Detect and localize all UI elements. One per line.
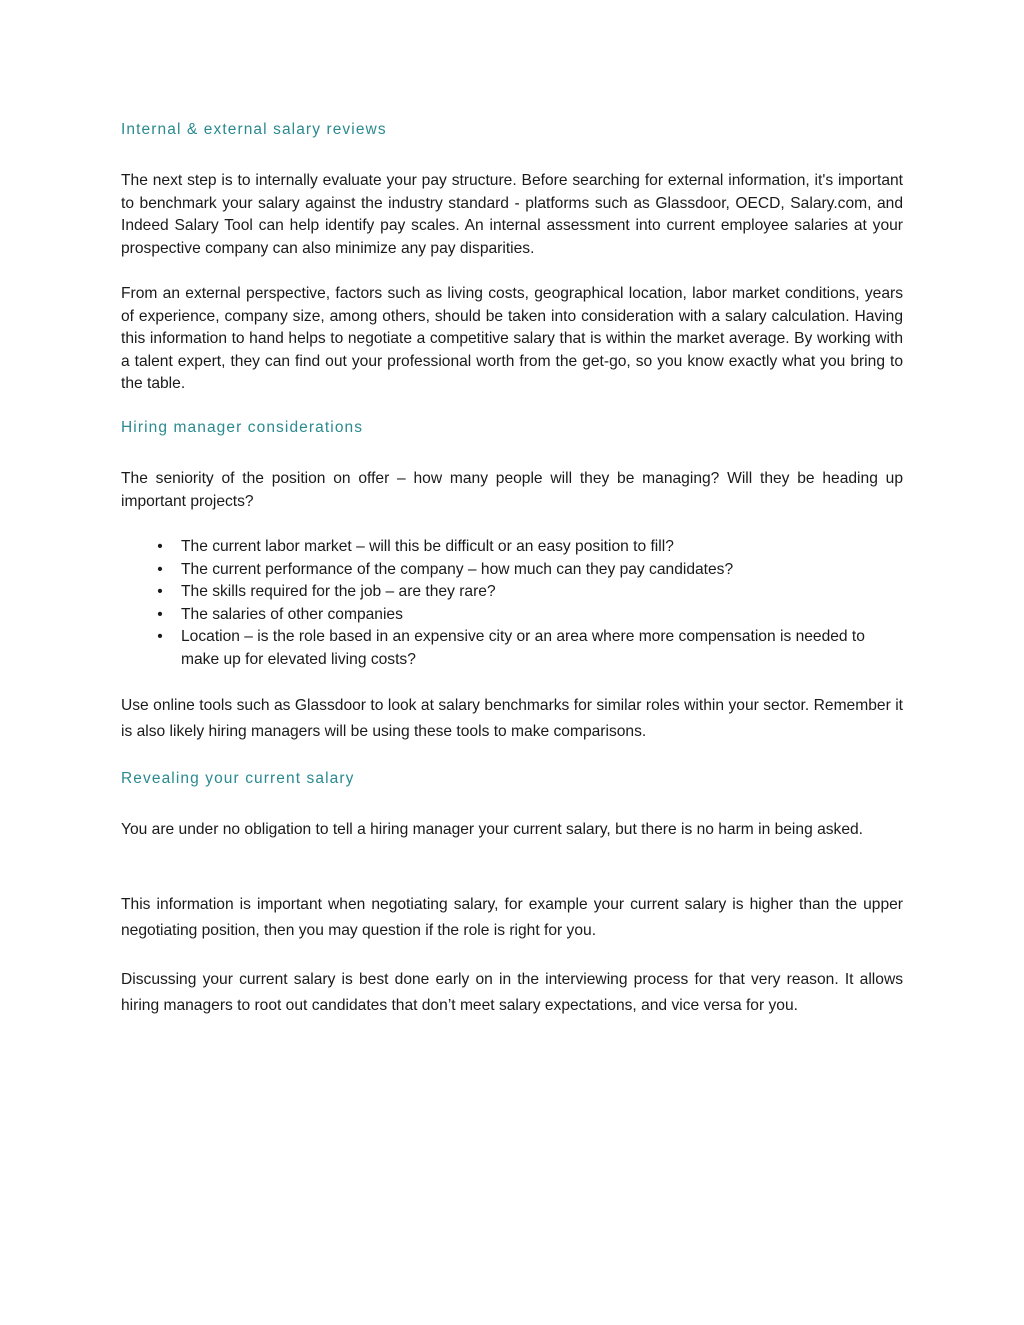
section-heading-current-salary: Revealing your current salary (121, 770, 355, 787)
section-heading-salary-reviews: Internal & external salary reviews (121, 121, 387, 138)
paragraph-seniority: The seniority of the position on offer – how many people will they be managing? Will they be heading up important projects? (121, 470, 903, 510)
list-item-text: The current labor market – will this be difficult or an easy position to fill? (181, 538, 674, 555)
paragraph-no-obligation: You are under no obligation to tell a hiring manager your current salary, but there is no harm in being asked. (121, 821, 864, 838)
list-item (121, 559, 903, 582)
list-item-text: The current performance of the company – how much can they pay candidates? (181, 560, 734, 578)
paragraph-discussing-salary: Discussing your current salary is best done early on in the interviewing process for that very reason. It allows hiring managers to root out candidates that don’t meet salary expectations, and vice versa for you. (121, 971, 903, 1014)
bullet-icon: • (157, 605, 163, 623)
bullet-icon: • (157, 538, 163, 555)
considerations-list (121, 536, 903, 671)
list-item (121, 604, 903, 627)
paragraph-internal-evaluation: The next step is to internally evaluate your pay structure. Before searching for external information, it's important to benchmark your salary against the industry standard - platforms such as Glassdoor, OECD, Salary.com, and Indeed Salary Tool can help identify pay scales. An internal assessment into current employee salaries at your prospective company can also minimize any pay disparities. (121, 172, 903, 257)
paragraph-external-perspective: From an external perspective, factors such as living costs, geographical location, labor market conditions, years of experience, company size, among others, should be taken into consideration with a salary calculation. Having this information to hand helps to negotiate a competitive salary that is within the market average. By working with a talent expert, they can find out your professional worth from the get-go, so you know exactly what you bring to the table. (121, 285, 903, 392)
list-item-text: The skills required for the job – are they rare? (181, 583, 496, 600)
paragraph-negotiating-info: This information is important when negotiating salary, for example your current salary is higher than the upper negotiating position, then you may question if the role is right for you. (121, 896, 903, 939)
paragraph-online-tools: Use online tools such as Glassdoor to look at salary benchmarks for similar roles within your sector. Remember it is also likely hiring managers will be using these tools to make comparisons. (121, 697, 903, 740)
bullet-icon: • (157, 628, 163, 645)
section-heading-hiring-manager: Hiring manager considerations (121, 419, 364, 436)
bullet-icon: • (157, 560, 163, 578)
list-item-text: The salaries of other companies (181, 605, 403, 623)
list-item (121, 536, 903, 559)
bullet-icon: • (157, 583, 163, 600)
list-item (121, 581, 903, 604)
list-item-text: Location – is the role based in an expensive city or an area where more compensation is needed to make up for elevated living costs? (181, 628, 865, 668)
list-item (121, 626, 903, 671)
